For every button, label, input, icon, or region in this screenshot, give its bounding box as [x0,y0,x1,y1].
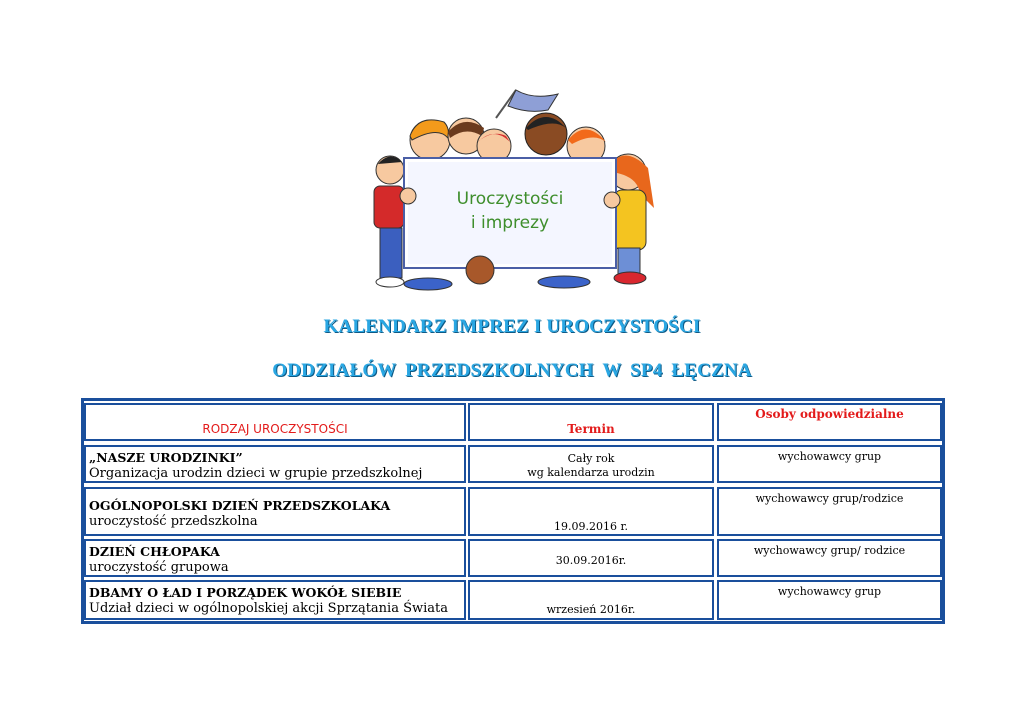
event-name: DZIEŃ CHŁOPAKA [89,544,220,559]
event-description: uroczystość przedszkolna [89,514,258,529]
table-row-4-responsible [717,580,942,620]
event-responsible: wychowawcy grup/ rodzice [753,544,906,557]
event-date-line1: 19.09.2016 r. [553,520,629,533]
banner-text-line2: i imprezy [470,213,550,233]
event-responsible: wychowawcy grup [777,450,882,463]
header-date: Termin [567,422,615,436]
table-row-4-date [468,580,714,620]
event-responsible: wychowawcy grup [777,585,882,598]
event-name: OGÓLNOPOLSKI DZIEŃ PRZEDSZKOLAKA [89,498,391,513]
event-date-line1: wrzesień 2016r. [546,603,636,616]
table-row-2-date [468,487,714,536]
table-row-1-responsible [717,445,942,483]
banner-text-line1: Uroczystości [456,189,564,209]
page-subtitle: ODDZIAŁÓW PRZEDSZKOLNYCH W SP4 ŁĘCZNA [272,360,752,381]
event-description: Organizacja urodzin dzieci w grupie przedszkolnej [89,466,423,481]
header-cell-type [84,403,466,441]
event-description: uroczystość grupowa [89,560,229,575]
banner-illustration [368,88,658,293]
event-name: „NASZE URODZINKI” [89,450,243,465]
table-row-3-event [84,539,466,577]
table-row-2-responsible [717,487,942,536]
event-responsible: wychowawcy grup/rodzice [755,492,904,505]
event-description: Udział dzieci w ogólnopolskiej akcji Sprzątania Świata [89,601,449,616]
header-responsible: Osoby odpowiedzialne [755,407,904,421]
page-title: KALENDARZ IMPREZ I UROCZYSTOŚCI [323,316,701,337]
table-row-3-date [468,539,714,577]
table-row-2-event [84,487,466,536]
header-type: RODZAJ UROCZYSTOŚCI [202,422,348,436]
table-row-1-event [84,445,466,483]
event-date-line1: 30.09.2016r. [555,554,627,567]
event-name: DBAMY O ŁAD I PORZĄDEK WOKÓŁ SIEBIE [89,585,402,600]
table-row-1-date [468,445,714,483]
header-cell-responsible [717,403,942,441]
table-row-4-event [84,580,466,620]
table-row-3-responsible [717,539,942,577]
event-date-line1: Cały rok [567,452,615,465]
event-date-line2: wg kalendarza urodzin [527,466,655,479]
header-cell-date [468,403,714,441]
